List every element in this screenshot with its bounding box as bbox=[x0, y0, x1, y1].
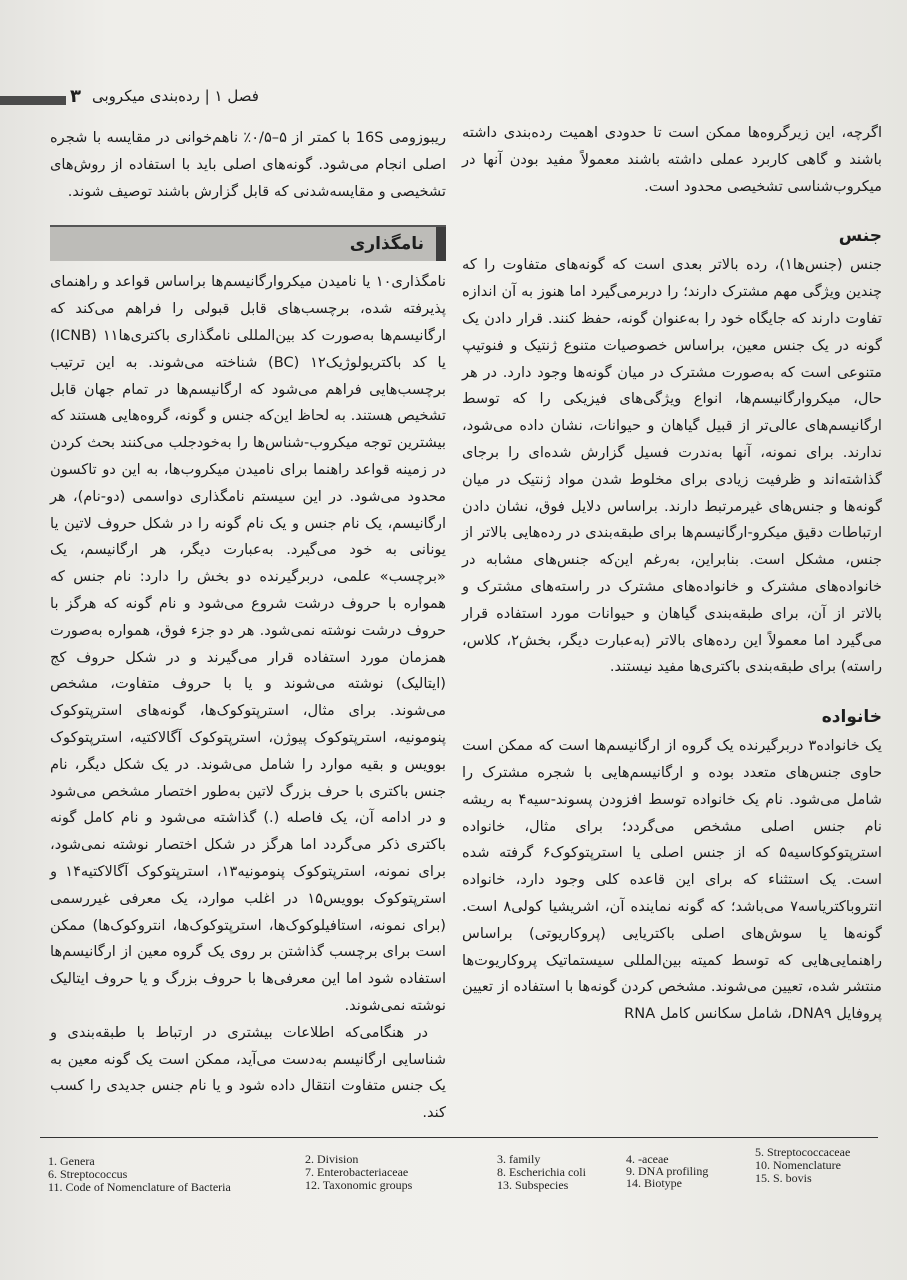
footnote: 9. DNA profiling bbox=[626, 1164, 709, 1178]
footnote: 11. Code of Nomenclature of Bacteria bbox=[48, 1180, 231, 1194]
footnote: 14. Biotype bbox=[626, 1176, 682, 1190]
nomenclature-heading-bar bbox=[50, 225, 446, 261]
footnote: 13. Subspecies bbox=[497, 1178, 569, 1192]
chapter-title: فصل ۱ | رده‌بندی میکروبی bbox=[92, 87, 259, 105]
footnote: 7. Enterobacteriaceae bbox=[305, 1165, 409, 1179]
footnote: 1. Genera bbox=[48, 1154, 95, 1168]
left-intro-paragraph: ریبوزومی 16S با کمتر از ۵–۰/۵٪ ناهم‌خوانی در مقایسه با شجره اصلی انجام می‌شود. گونه‌های اصلی باید با استفاده از روش‌های تشخیصی و مقایسه‌شدنی که قابل گزارش باشند توصیف شوند. bbox=[50, 129, 446, 200]
genus-paragraph: جنس (جنس‌ها۱)، رده بالاتر بعدی است که گونه‌های متفاوت را که چندین ویژگی مهم مشترک دارند؛ را دربرمی‌گیرد اما هنوز به آن اندازه تفاوت دارند که جایگاه خود را به‌عنوان گونه، حفظ کنند. قرار دادن یک گونه در یک جنس معین، براساس خصوصیات متنوع ژنتیک و فنوتیپ متنوعی است که به‌صورت مشترک در میان گونه‌ها وجود دارد. در هر حال، میکروارگانیسم‌ها، انواع ویژگی‌های فیزیکی را که توسط ارگانیسم‌های عالی‌تر از قبیل گیاهان و حیوانات، نشان داده می‌شود، ندارند. برای نمونه، آنها به‌ندرت فسیل گزارش شده‌ای را برجای گذاشته‌اند و ظرفیت زیادی برای مخلوط شدن مواد ژنتیک در میان گونه‌ها و جنس‌های غیرمرتبط دارند. براساس دلایل فوق، نشان دادن ارتباطات دقیق میکرو-ارگانیسم‌ها برای طبقه‌بندی در رده‌هایی بالاتر از جنس، مشکل است. بنابراین، به‌رغم این‌که جنس‌های مشابه در خانواده‌های مشترک و خانواده‌های مشترک در راسته‌های مشترک و بالاتر از آن، برای طبقه‌بندی گیاهان و حیوانات مورد استفاده قرار می‌گیرد اما معمولاً این رده‌های بالاتر (به‌عبارت دیگر، بخش۲، کلاس، راسته) برای طبقه‌بندی باکتری‌ها مفید نیستند. bbox=[462, 256, 883, 676]
footnote: 8. Escherichia coli bbox=[497, 1165, 586, 1179]
footnote: 15. S. bovis bbox=[755, 1171, 812, 1185]
header-bar bbox=[0, 96, 66, 105]
genus-heading: جنس bbox=[838, 226, 882, 247]
footnote: 2. Division bbox=[305, 1152, 359, 1166]
family-heading: خانواده bbox=[821, 707, 882, 728]
footnote-rule bbox=[40, 1137, 878, 1138]
page-number: ۳ bbox=[70, 86, 81, 107]
nomenclature-paragraph: نامگذاری۱۰ یا نامیدن میکروارگانیسم‌ها براساس قواعد و راهنمای پذیرفته شده، برچسب‌های قابل قبولی را فراهم می‌کند که ارگانیسم‌ها به‌صورت کد بین‌المللی نامگذاری باکتری‌ها۱۱ (ICNB) یا کد باکتریولوژیک۱۲ (BC) شناخته می‌شوند. به این ترتیب برچسب‌هایی فراهم می‌شود که ارگانیسم‌ها در تمام جهان قابل تشخیص هستند. به لحاظ این‌که جنس و گونه، گروه‌هایی هستند که بیشترین توجه میکروب-شناس‌ها را به‌خودجلب می‌کنند بحث کردن در زمینه قواعد راهنما برای نامیدن میکروب‌ها، به این دو تاکسون محدود می‌شود. در این سیستم نامگذاری دواسمی (دو-نام)، هر ارگانیسم، یک نام جنس و یک نام گونه را در شکل حروف لاتین یا یونانی به خود می‌گیرد. به‌عبارت دیگر، هر ارگانیسم، یک «برچسب» علمی، دربرگیرنده دو بخش را دارد: نام جنس که همواره با حروف درشت شروع می‌شود و نام گونه که هرگز با حروف درشت نوشته نمی‌شود. هر دو جزء فوق، همواره به‌صورت همزمان مورد استفاده قرار می‌گیرند و در شکل حروف کج (ایتالیک) نوشته می‌شوند و یا با حروف متفاوت، مشخص می‌شوند. برای مثال، استرپتوکوک‌ها، گونه‌های استرپتوکوک پنومونیه، استرپتوکوک پیوژن، استرپتوکوک آگالاکتیه، استرپتوکوک بوویس و بقیه موارد را شامل می‌شوند. در یک شکل دیگر، نام جنس باکتری با حرف بزرگ لاتین به‌طور اختصار مشخص می‌شود و در ادامه آن، یک فاصله (.) گذاشته می‌شود و نام کامل گونه باکتری ذکر می‌گردد اما هرگز در شکل اختصار نوشته نمی‌شود، برای نمونه، استرپتوکوک پنومونیه۱۳، استرپتوکوک آگالاکتیه۱۴ و استرپتوکوک بوویس۱۵ در اغلب موارد، یک معرفی غیررسمی (برای نمونه، استافیلوکوک‌ها، استرپتوکوک‌ها، انتروکوک‌ها) ممکن است برای برچسب گذاشتن بر روی یک گروه معین از ارگانیسم‌ها استفاده شود اما این معرفی‌ها با حروف بزرگ و یا حروف ایتالیک نوشته نمی‌شوند. bbox=[50, 273, 446, 1014]
footnote: 5. Streptococcaceae bbox=[755, 1145, 851, 1159]
footnote: 3. family bbox=[497, 1152, 541, 1166]
nomenclature-heading: نامگذاری bbox=[349, 234, 424, 255]
left-column bbox=[50, 125, 446, 1127]
footnote: 4. -aceae bbox=[626, 1152, 669, 1166]
footnote: 12. Taxonomic groups bbox=[305, 1178, 413, 1192]
closing-paragraph: در هنگامی‌که اطلاعات بیشتری در ارتباط با طبقه‌بندی و شناسایی ارگانیسم به‌دست می‌آید، ممکن است یک گونه معین به یک جنس متفاوت انتقال داده شود و یا نام جنس جدیدی را کسب کند. bbox=[50, 1023, 446, 1122]
family-paragraph: یک خانواده۳ دربرگیرنده یک گروه از ارگانیسم‌ها است که ممکن است حاوی جنس‌های متعدد بوده و ارگانیسم‌هایی با شجره مشترک را شامل می‌شود. نام یک خانواده توسط افزودن پسوند-سیه۴ به ریشه نام جنس اصلی مشخص می‌گردد؛ برای مثال، خانواده استرپتوکوکاسیه۵ که از جنس اصلی یا استرپتوکوک۶ گرفته شده است. یک استثناء که برای این قاعده کلی وجود دارد، خانواده انتروباکتریاسه۷ می‌باشد؛ که گونه نماینده آن، اشریشیا کولی۸ است. گونه‌ها یا سوش‌های اصلی باکتریایی (پروکاریوتی) براساس راهنمایی‌هایی که توسط کمیته بین‌المللی سیستماتیک پروکاریوت‌ها منتشر شده، تعیین می‌شوند. مشخص کردن گونه‌ها با استفاده از تعیین پروفایل DNA۹، شامل سکانس کامل RNA bbox=[462, 737, 882, 1023]
footnote: 10. Nomenclature bbox=[755, 1158, 841, 1172]
right-intro-paragraph: اگرچه، این زیرگروه‌ها ممکن است تا حدودی اهمیت رده‌بندی داشته باشند و گاهی کاربرد عملی داشته باشند معمولاً مفید بودن آنها در میکروب‌شناسی تشخیصی محدود است. bbox=[462, 124, 882, 195]
right-column bbox=[462, 120, 882, 1028]
heading-marker bbox=[436, 227, 446, 261]
footnote: 6. Streptococcus bbox=[48, 1167, 128, 1181]
